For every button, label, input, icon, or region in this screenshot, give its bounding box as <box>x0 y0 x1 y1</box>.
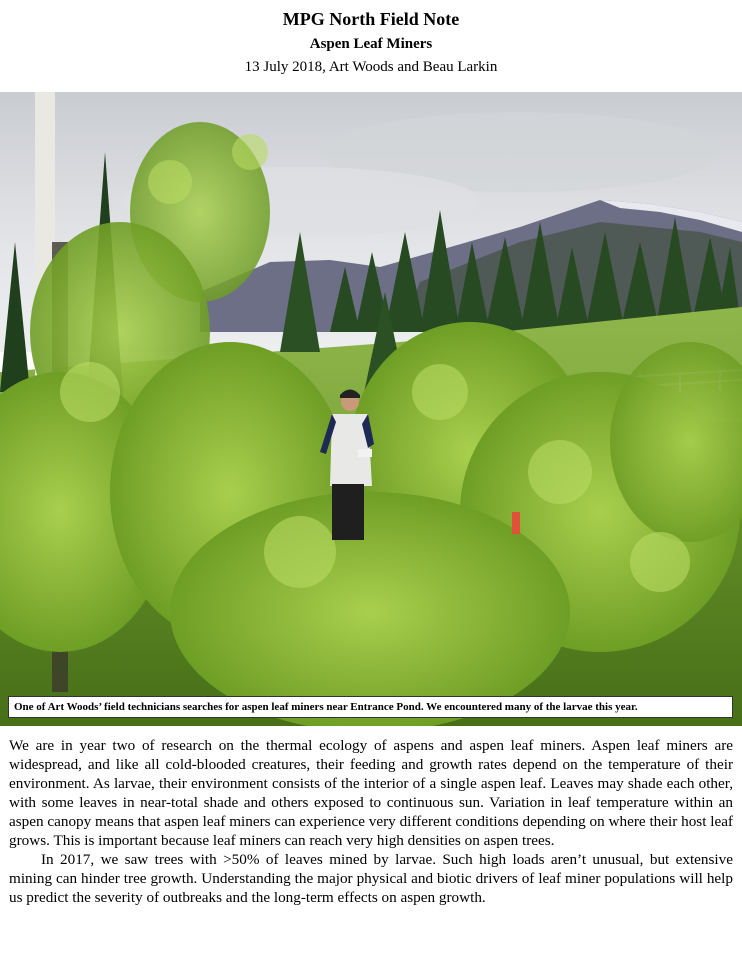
field-photo-illustration <box>0 92 742 726</box>
photo-caption: One of Art Woods’ field technicians searches for aspen leaf miners near Entrance Pond. We encountered many of the larvae this year. <box>8 696 733 718</box>
body-paragraph: We are in year two of research on the thermal ecology of aspens and aspen leaf miners. Aspen leaf miners are widespread, and like all cold-blooded creatures, their feeding and growth rates depend on the temperature of their environment. As larvae, their environment consists of the interior of a single aspen leaf. Leaves may shade each other, with some leaves in near-total shade and others exposed to continuous sun. Variation in leaf temperature within an aspen canopy means that aspen leaf miners can experience very different conditions depending on where their host leaf grows. This is important because leaf miners can reach very high densities on aspen trees. <box>9 737 733 849</box>
document-title: MPG North Field Note <box>282 9 460 29</box>
body-paragraph: In 2017, we saw trees with >50% of leaves mined by larvae. Such high loads aren’t unusual, but extensive mining can hinder tree growth. Understanding the major physical and biotic drivers of leaf miner populations will help us predict the severity of outbreaks and the long-term effects on aspen growth. <box>9 851 733 906</box>
document-byline: 13 July 2018, Art Woods and Beau Larkin <box>244 59 498 75</box>
article-body <box>9 736 733 907</box>
field-photo <box>0 92 742 726</box>
document-subtitle: Aspen Leaf Miners <box>309 36 433 52</box>
